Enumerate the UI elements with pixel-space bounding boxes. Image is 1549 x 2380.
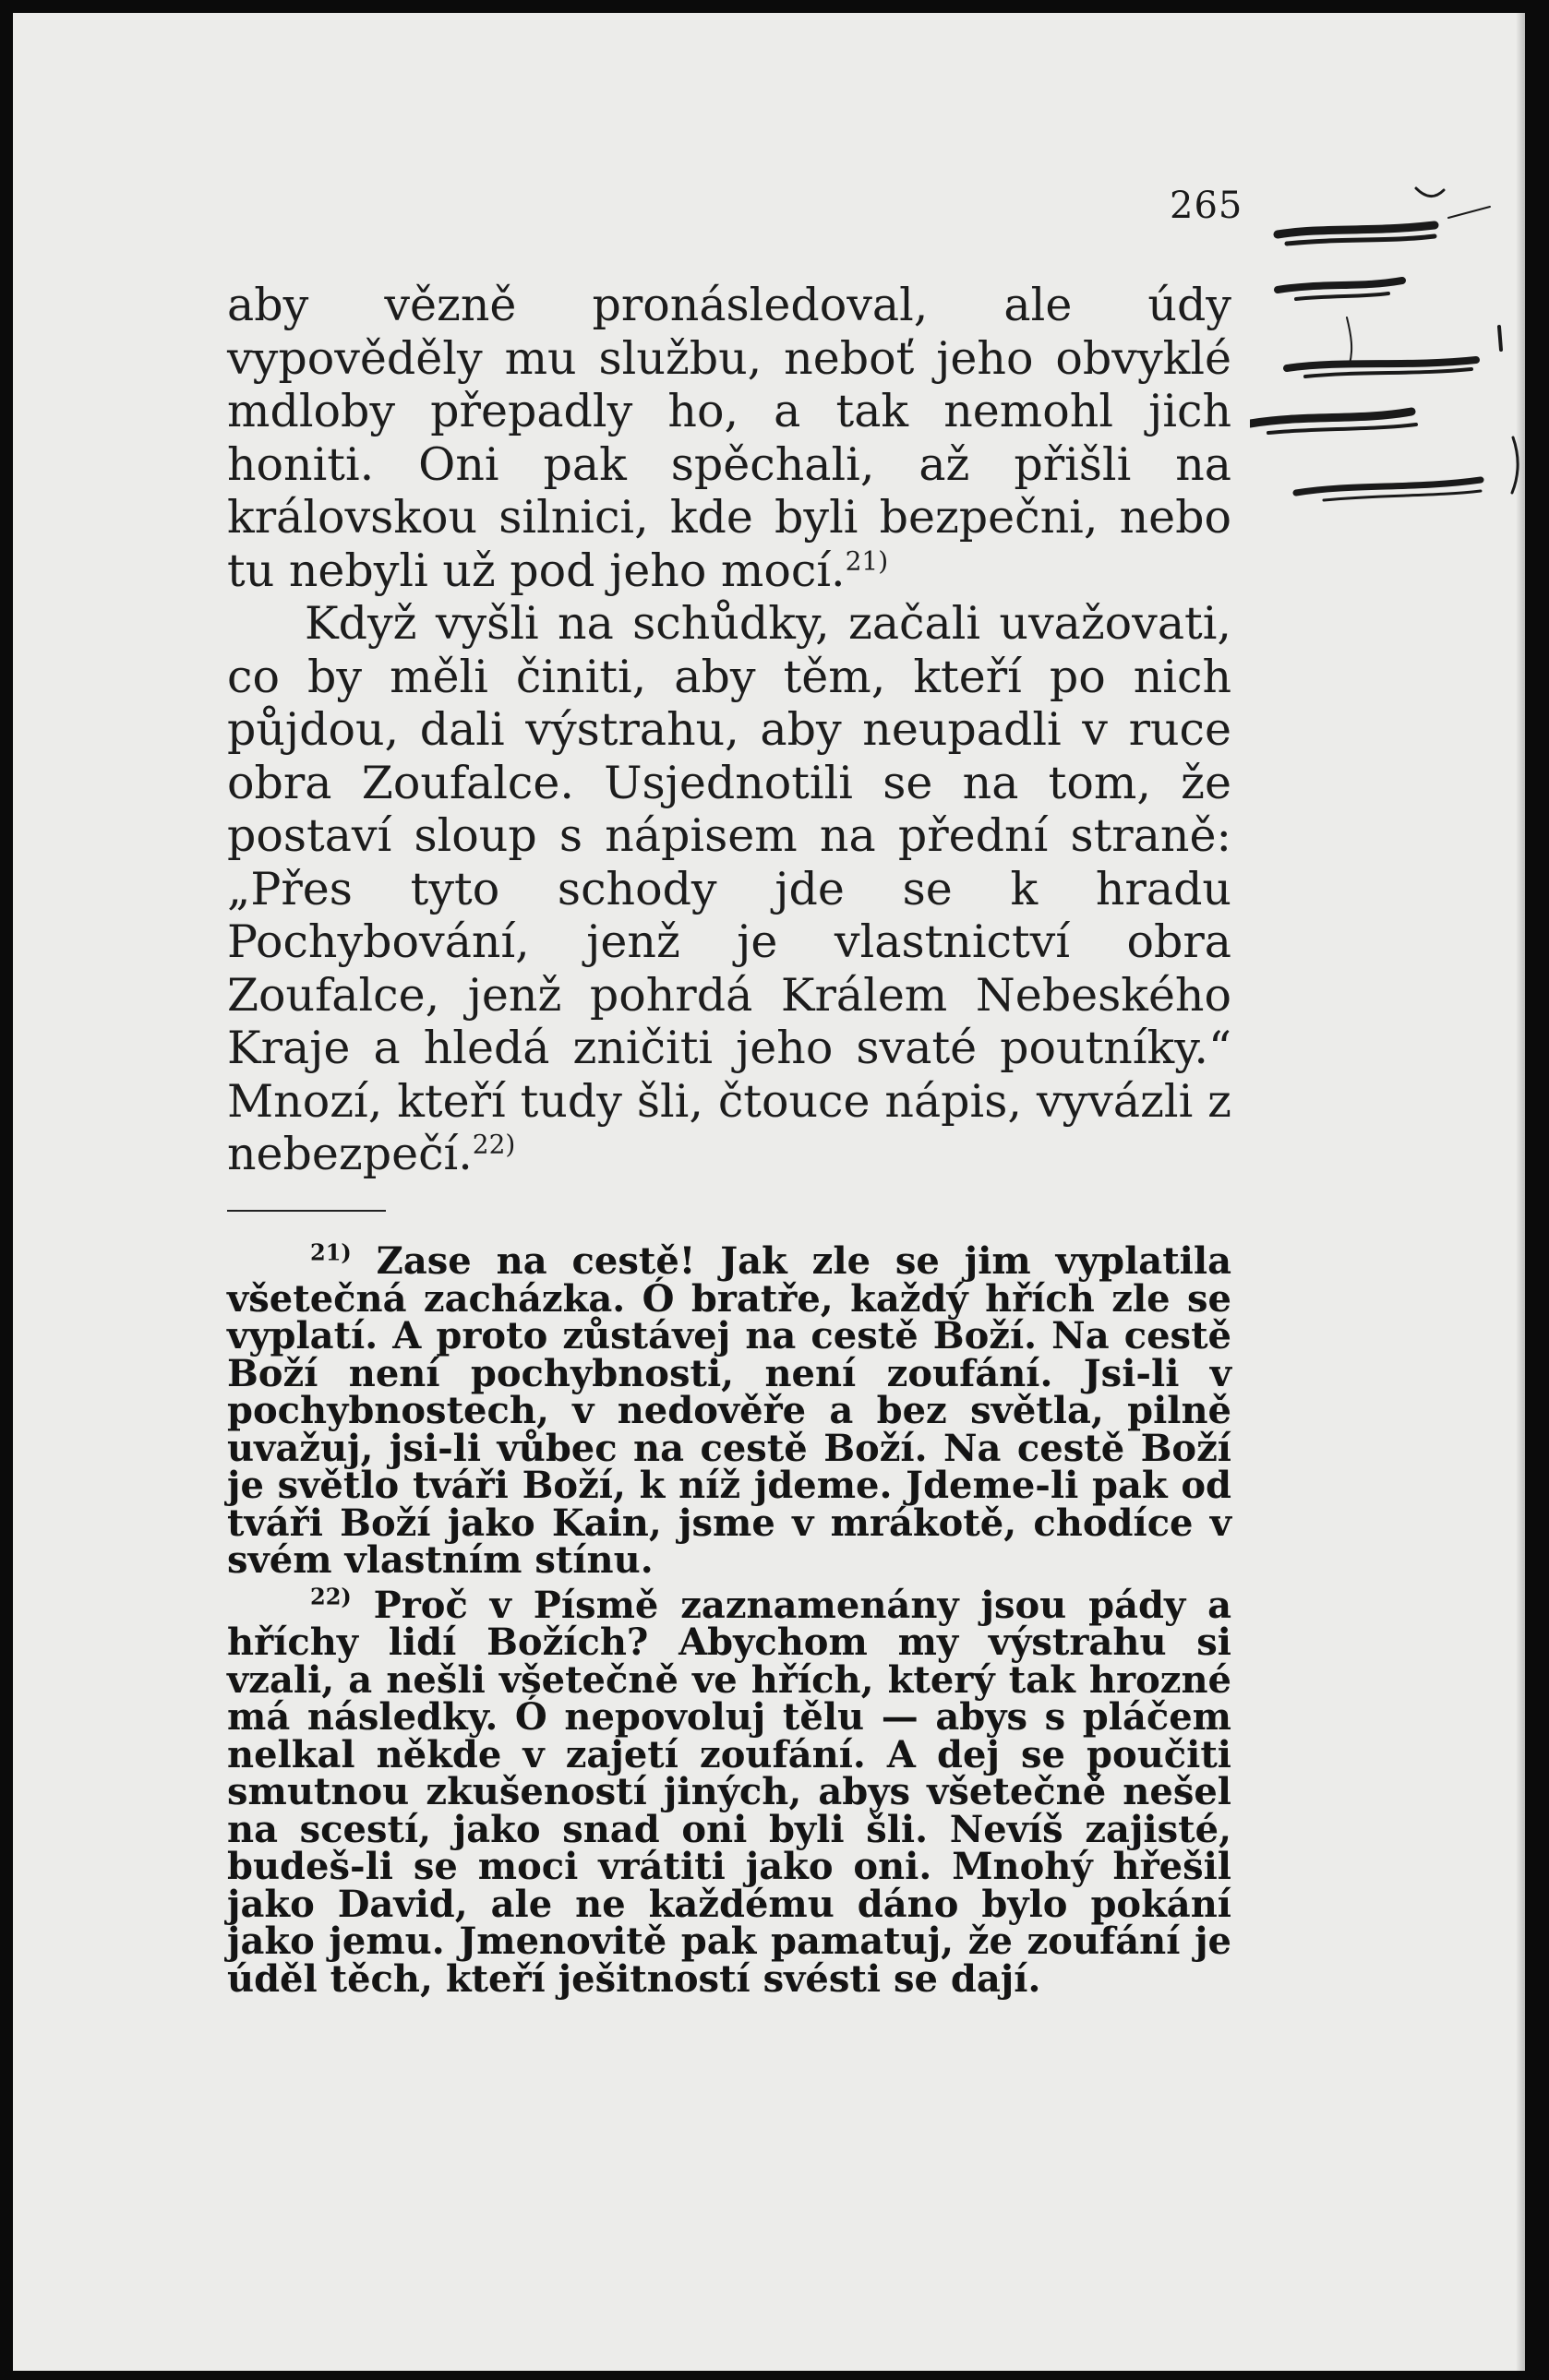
footnote-reference[interactable]: 21) [845,545,889,577]
page-number: 265 [1170,185,1243,227]
footnotes [227,1238,1231,2005]
footnote-reference[interactable]: 22) [472,1129,516,1160]
paragraph-text: Když vyšli na schůdky, začali uvažovati, co by měli činiti, aby těm, kteří po nich půjdou, dali výstrahu, aby neupadli v ruce obra Zoufalce. Usjednotili se na tom, že postaví sloup s nápisem na přední straně: „Přes tyto schody jde se k hradu Pochybování, jenž je vlastnictví obra Zoufalce, jenž pohrdá Králem Nebeského Kraje a hledá zničiti jeho svaté poutníky.“ Mnozí, kteří tudy šli, čtouce nápis, vyvázli z nebezpečí. [227,597,1231,1180]
footnote-marker: 22) [310,1583,352,1610]
margin-pen-marks [1250,179,1525,511]
paragraph-text: aby vězně pronásledoval, ale údy vypověděly mu službu, neboť jeho obvyklé mdloby přepadly ho, a tak nemohl jich honiti. Oni pak spěchali, až přišli na královskou silnici, kde byli bezpečni, nebo tu nebyli už pod jeho mocí. [227,279,1231,597]
footnote-text: Zase na cestě! Jak zle se jim vyplatila všetečná zacházka. Ó bratře, každý hřích zle se vyplatí. A proto zůstávej na cestě Boží. Na cestě Boží není pochybnosti, není zoufání. Jsi-li v pochybnostech, v nedověře a bez světla, pilně uvažuj, jsi-li vůbec na cestě Boží. Na cestě Boží je světlo tváři Boží, k níž jdeme. Jdeme-li pak od tváři Boží jako Kain, jsme v mrákotě, chodíce v svém vlastním stínu. [227,1239,1231,1582]
footnote-text: Proč v Písmě zaznamenány jsou pády a hříchy lidí Božích? Abychom my výstrahu si vzali, a nešli všetečně ve hřích, který tak hrozné má následky. Ó nepovoluj tělu — abys s pláčem nelkal někde v zajetí zoufání. A dej se poučiti smutnou zkušeností jiných, abys všetečně nešel na scestí, jako snad oni byli šli. Nevíš zajisté, budeš-li se moci vrátiti jako oni. Mnohý hřešil jako David, ale ne každému dáno bylo pokání jako jemu. Jmenovitě pak pamatuj, že zoufání je úděl těch, kteří ješitností svésti se dají. [227,1583,1231,2001]
paragraph [227,597,1231,1181]
footnote [227,1583,1231,2001]
scanned-page [13,13,1525,2371]
footnote-separator [227,1210,386,1212]
main-text [227,279,1231,1181]
paragraph [227,279,1231,597]
footnote-marker: 21) [310,1238,352,1266]
footnote [227,1238,1231,1582]
